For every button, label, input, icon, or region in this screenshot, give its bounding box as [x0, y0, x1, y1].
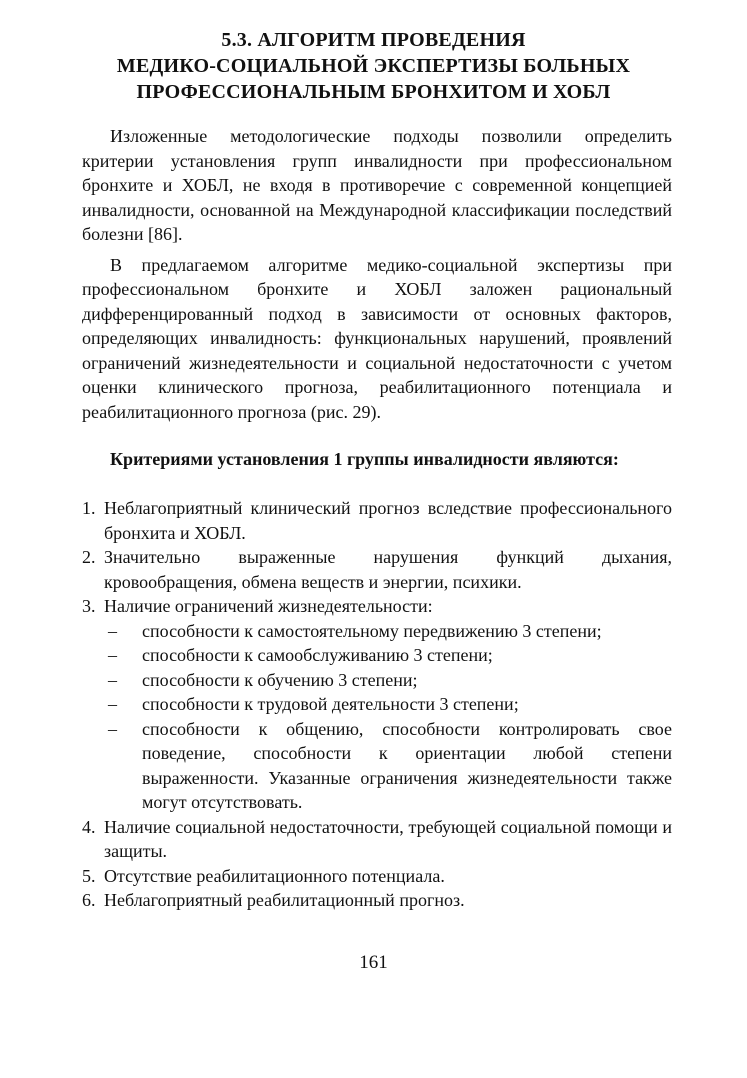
section-heading-line-1: 5.3. АЛГОРИТМ ПРОВЕДЕНИЯ: [221, 29, 526, 51]
criteria-item-text: Отсутствие реабилитационного потенциала.: [104, 865, 445, 886]
limitation-item-text: способности к общению, способности контролировать свое поведение, способности к ориентации любой степени выраженности. Указанные ограничения жизнедеятельности также могут отсутствовать.: [142, 718, 672, 812]
limitation-item-text: способности к обучению 3 степени;: [142, 669, 418, 690]
criteria-item-3: [82, 594, 672, 815]
limitation-item-communication: [106, 717, 672, 815]
page-number: 161: [359, 952, 388, 973]
criteria-item-1: [82, 496, 672, 545]
limitation-item-work: [106, 692, 672, 717]
limitation-item-text: способности к самообслуживанию 3 степени;: [142, 645, 493, 665]
limitation-item-learning: [106, 668, 672, 693]
criteria-list: [82, 496, 672, 913]
section-heading: [60, 27, 687, 105]
limitation-item-text: способности к трудовой деятельности 3 степени;: [142, 694, 519, 714]
criteria-heading: Критериями установления 1 группы инвалидности являются:: [110, 449, 619, 469]
dash-marker: –: [108, 620, 117, 641]
criteria-item-5: [82, 864, 672, 889]
criteria-item-text: Неблагоприятный реабилитационный прогноз.: [104, 890, 465, 910]
criteria-item-2: [82, 545, 672, 594]
dash-marker: –: [108, 669, 117, 690]
criteria-item-6: [82, 888, 672, 913]
limitation-item-movement: [106, 619, 672, 644]
paragraph-methodology: Изложенные методологические подходы позволили определить критерии установления групп инвалидности при профессиональном бронхите и ХОБЛ, не входя в противоречие с современной концепцией инвалидности, основанной на Международной классификации последствий болезни [86].: [82, 126, 672, 244]
criteria-item-number: 6.: [82, 890, 96, 910]
section-heading-line-2: МЕДИКО-СОЦИАЛЬНОЙ ЭКСПЕРТИЗЫ БОЛЬНЫХ: [116, 55, 631, 77]
dash-marker: –: [108, 694, 117, 714]
criteria-item-number: 5.: [82, 865, 96, 886]
dash-marker: –: [108, 645, 117, 665]
intro-text: [82, 124, 672, 430]
activity-limitations-list: [104, 619, 672, 815]
criteria-item-number: 3.: [82, 596, 96, 616]
criteria-item-number: 4.: [82, 816, 96, 837]
criteria-item-text: Неблагоприятный клинический прогноз вследствие профессионального бронхита и ХОБЛ.: [104, 498, 672, 543]
criteria-item-text: Наличие социальной недостаточности, требующей социальной помощи и защиты.: [104, 816, 672, 861]
criteria-item-text: Значительно выраженные нарушения функций дыхания, кровообращения, обмена веществ и энергии, психики.: [104, 547, 672, 592]
dash-marker: –: [108, 718, 117, 739]
criteria-item-number: 1.: [82, 498, 96, 518]
limitation-item-self-care: [106, 643, 672, 668]
section-heading-line-3: ПРОФЕССИОНАЛЬНЫМ БРОНХИТОМ И ХОБЛ: [136, 81, 611, 103]
paragraph-algorithm: В предлагаемом алгоритме медико-социальной экспертизы при профессиональном бронхите и ХОБЛ заложен рациональный дифференцированный подход в зависимости от основных факторов, определяющих инвалидность: функциональных нарушений, проявлений ограничений жизнедеятельности и социальной недостаточности с учетом оценки клинического прогноза, реабилитационного потенциала и реабилитационного прогноза (рис. 29).: [82, 254, 672, 422]
criteria-item-4: [82, 815, 672, 864]
criteria-item-text: Наличие ограничений жизнедеятельности:: [104, 596, 433, 616]
criteria-item-number: 2.: [82, 547, 96, 567]
limitation-item-text: способности к самостоятельному передвижению 3 степени;: [142, 620, 602, 641]
